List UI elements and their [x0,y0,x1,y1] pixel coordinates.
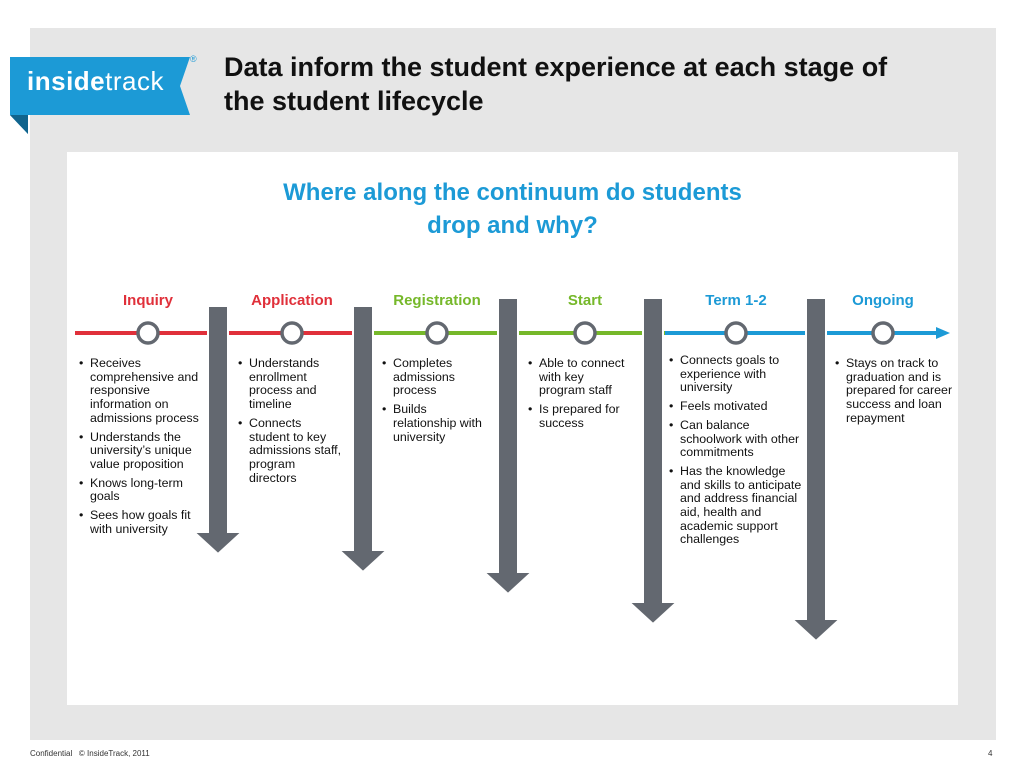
stage-column-registration [379,357,491,449]
bullet-item: • Can balance schoolwork with other commitments [666,419,806,460]
bullet-item: • Feels motivated [666,400,806,414]
stage-node [427,323,447,343]
bullet-item: • Sees how goals fit with university [76,509,208,536]
bullet-item: • Is prepared for success [525,403,625,430]
timeline-arrowhead [936,327,950,339]
bullet-item: • Knows long-term goals [76,477,208,504]
page-number: 4 [988,749,993,758]
bullet-item: • Completes admissions process [379,357,491,398]
bullet-item: • Understands enrollment process and timeline [235,357,345,412]
stage-label-term: Term 1-2 [705,292,767,309]
stage-label-start: Start [567,292,603,309]
stage-node [575,323,595,343]
stage-column-inquiry [76,357,208,541]
bullet-item: • Has the knowledge and skills to anticipate and address financial aid, health and academic support challenges [666,465,806,547]
stage-label-ongoing: Ongoing [852,292,914,309]
stage-column-application [235,357,345,490]
stage-column-start [525,357,625,436]
bullet-item: • Receives comprehensive and responsive information on admissions process [76,357,208,426]
stage-column-term [666,354,806,552]
stage-label-application: Application [251,292,333,309]
stage-column-ongoing [832,357,956,431]
bullet-item: • Builds relationship with university [379,403,491,444]
bullet-item: • Stays on track to graduation and is prepared for career success and loan repayment [832,357,956,426]
bullet-item: • Connects goals to experience with university [666,354,806,395]
stage-node [873,323,893,343]
stage-label-inquiry: Inquiry [122,292,173,309]
stage-label-registration: Registration [393,292,481,309]
registered-mark: ® [190,54,197,64]
bullet-item: • Connects student to key admissions staff, program directors [235,417,345,486]
bullet-item: • Able to connect with key program staff [525,357,625,398]
slide-title: Data inform the student experience at each stage of the student lifecycle [224,52,888,116]
drop-arrow [484,298,532,594]
stage-node [726,323,746,343]
bullet-item: • Understands the university’s unique value proposition [76,431,208,472]
footer-confidential: Confidential © InsideTrack, 2011 [30,749,150,758]
stage-node [282,323,302,343]
insidetrack-logo: insidetrack [27,66,164,96]
stage-node [138,323,158,343]
diagram-question: Where along the continuum do students drop and why? [283,179,742,239]
